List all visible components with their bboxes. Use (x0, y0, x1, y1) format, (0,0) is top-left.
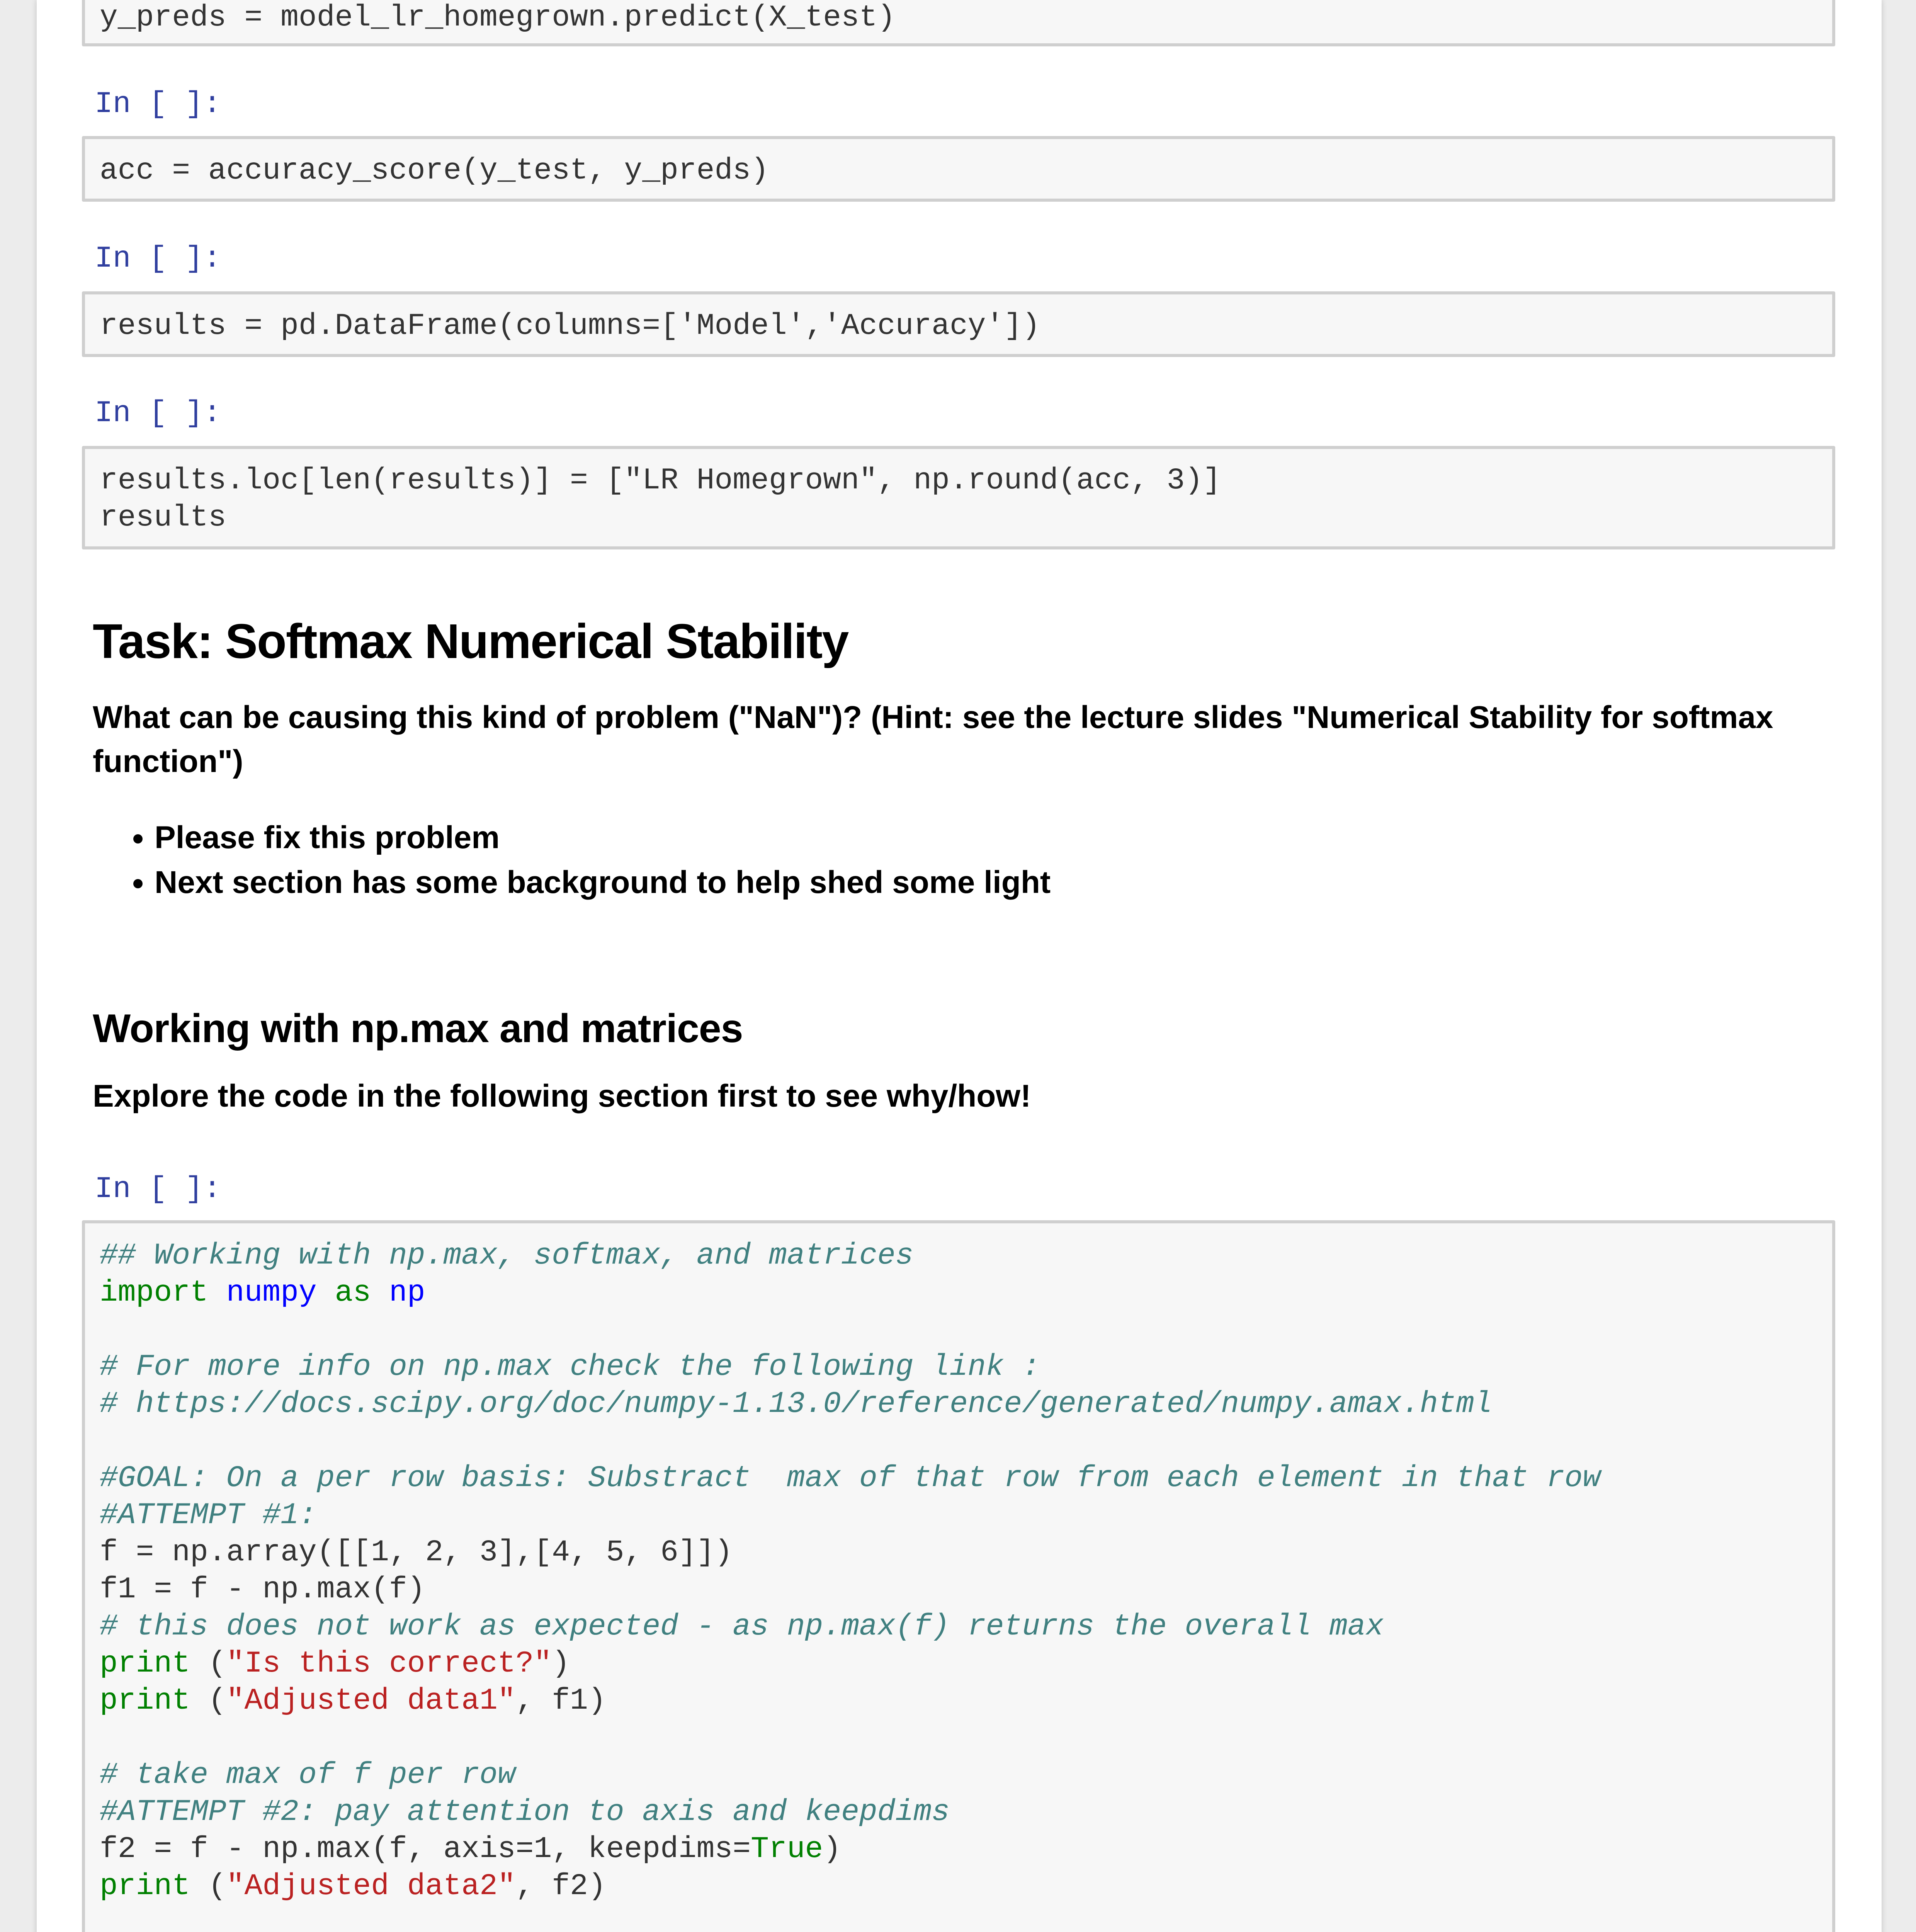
section-text: Explore the code in the following section first to see why/how! (93, 1078, 1031, 1114)
code-text: results = pd.DataFrame(columns=['Model','Accuracy']) (100, 309, 1040, 343)
code-keyword: as (335, 1276, 371, 1310)
code-line: results.loc[len(results)] = ["LR Homegrown", np.round(acc, 3)] (100, 464, 1221, 498)
code-line: f1 = f - np.max(f) (100, 1573, 425, 1607)
cell-prompt: In [ ]: (95, 87, 221, 121)
code-line: acc = accuracy_score(y_test, y_preds) (100, 154, 769, 188)
code-comment: ## Working with np.max, softmax, and matrices (100, 1239, 914, 1273)
code-line: ) (823, 1832, 842, 1866)
code-comment: #GOAL: On a per row basis: Substract max of that row from each element in that row (100, 1461, 1601, 1495)
cell-prompt: In [ ]: (95, 1172, 221, 1206)
cell-prompt: In [ ]: (95, 242, 221, 276)
code-builtin: print (100, 1869, 190, 1903)
task-question: What can be causing this kind of problem ("NaN")? (Hint: see the lecture slides "Numerical Stability for softmax function") (93, 700, 1773, 779)
code-line: f2 = f - np.max(f, axis=1, keepdims= (100, 1832, 751, 1866)
code-text (85, 449, 1832, 536)
code-text: y_preds = model_lr_homegrown.predict(X_test) (100, 1, 896, 35)
code-comment: # https://docs.scipy.org/doc/numpy-1.13.0/reference/generated/numpy.amax.html (100, 1387, 1493, 1421)
code-module: np (389, 1276, 425, 1310)
code-text: ## Working with np.max, softmax, and matrices import numpy as np # For more info on np.max check the following link : # https://docs.scipy.org/doc/numpy-1.13.0/reference/generated/numpy.amax.html #GOAL: On a per row basis: Substract max of that row from each element in that row #ATTEMPT #1: f = np.array([[1, 2, 3],[4, 5, 6]]) f1 = f - np.max(f) # this does not work as expected - as np.max(f) returns the overall max print ("Is this correct?") print ("Adjusted data1", f1) # take max of f per row #ATTEMPT #2: pay attention to axis and keepdims f2 = f - np.max(f, axis=1, keepdims=True) print ("Adjusted data2", f2) (100, 1239, 1601, 1903)
section-heading: Working with np.max and matrices (93, 1006, 743, 1051)
cell-prompt: In [ ]: (95, 396, 221, 430)
code-module: numpy (226, 1276, 317, 1310)
code-line: , f1) (515, 1684, 606, 1718)
code-line: f = np.array([[1, 2, 3],[4, 5, 6]]) (100, 1536, 733, 1570)
notebook-page (37, 0, 1882, 1932)
code-comment: #ATTEMPT #2: pay attention to axis and keepdims (100, 1795, 950, 1829)
code-keyword: True (751, 1832, 823, 1866)
code-comment: # this does not work as expected - as np.max(f) returns the overall max (100, 1610, 1384, 1644)
bullet-item: • Please fix this problem (155, 815, 1051, 860)
code-cell-accuracy[interactable] (82, 136, 1835, 202)
code-cell-results[interactable] (82, 446, 1835, 549)
task-bullet-list (93, 815, 1051, 905)
code-string: "Adjusted data1" (226, 1684, 516, 1718)
code-comment: # take max of f per row (100, 1758, 516, 1792)
code-keyword: import (100, 1276, 208, 1310)
code-string: "Is this correct?" (226, 1647, 552, 1681)
code-comment: # For more info on np.max check the following link : (100, 1350, 1040, 1384)
code-text (85, 139, 1832, 189)
code-cell-predict[interactable] (82, 0, 1835, 46)
code-line: , f2) (515, 1869, 606, 1903)
code-cell-softmax[interactable] (82, 1220, 1835, 1932)
task-heading: Task: Softmax Numerical Stability (93, 614, 848, 668)
code-string: "Adjusted data2" (226, 1869, 516, 1903)
code-builtin: print (100, 1647, 190, 1681)
code-cell-dataframe[interactable] (82, 291, 1835, 357)
bullet-item: • Next section has some background to help shed some light (155, 860, 1051, 905)
code-comment: #ATTEMPT #1: (100, 1498, 317, 1532)
code-line: results (100, 501, 226, 535)
code-builtin: print (100, 1684, 190, 1718)
